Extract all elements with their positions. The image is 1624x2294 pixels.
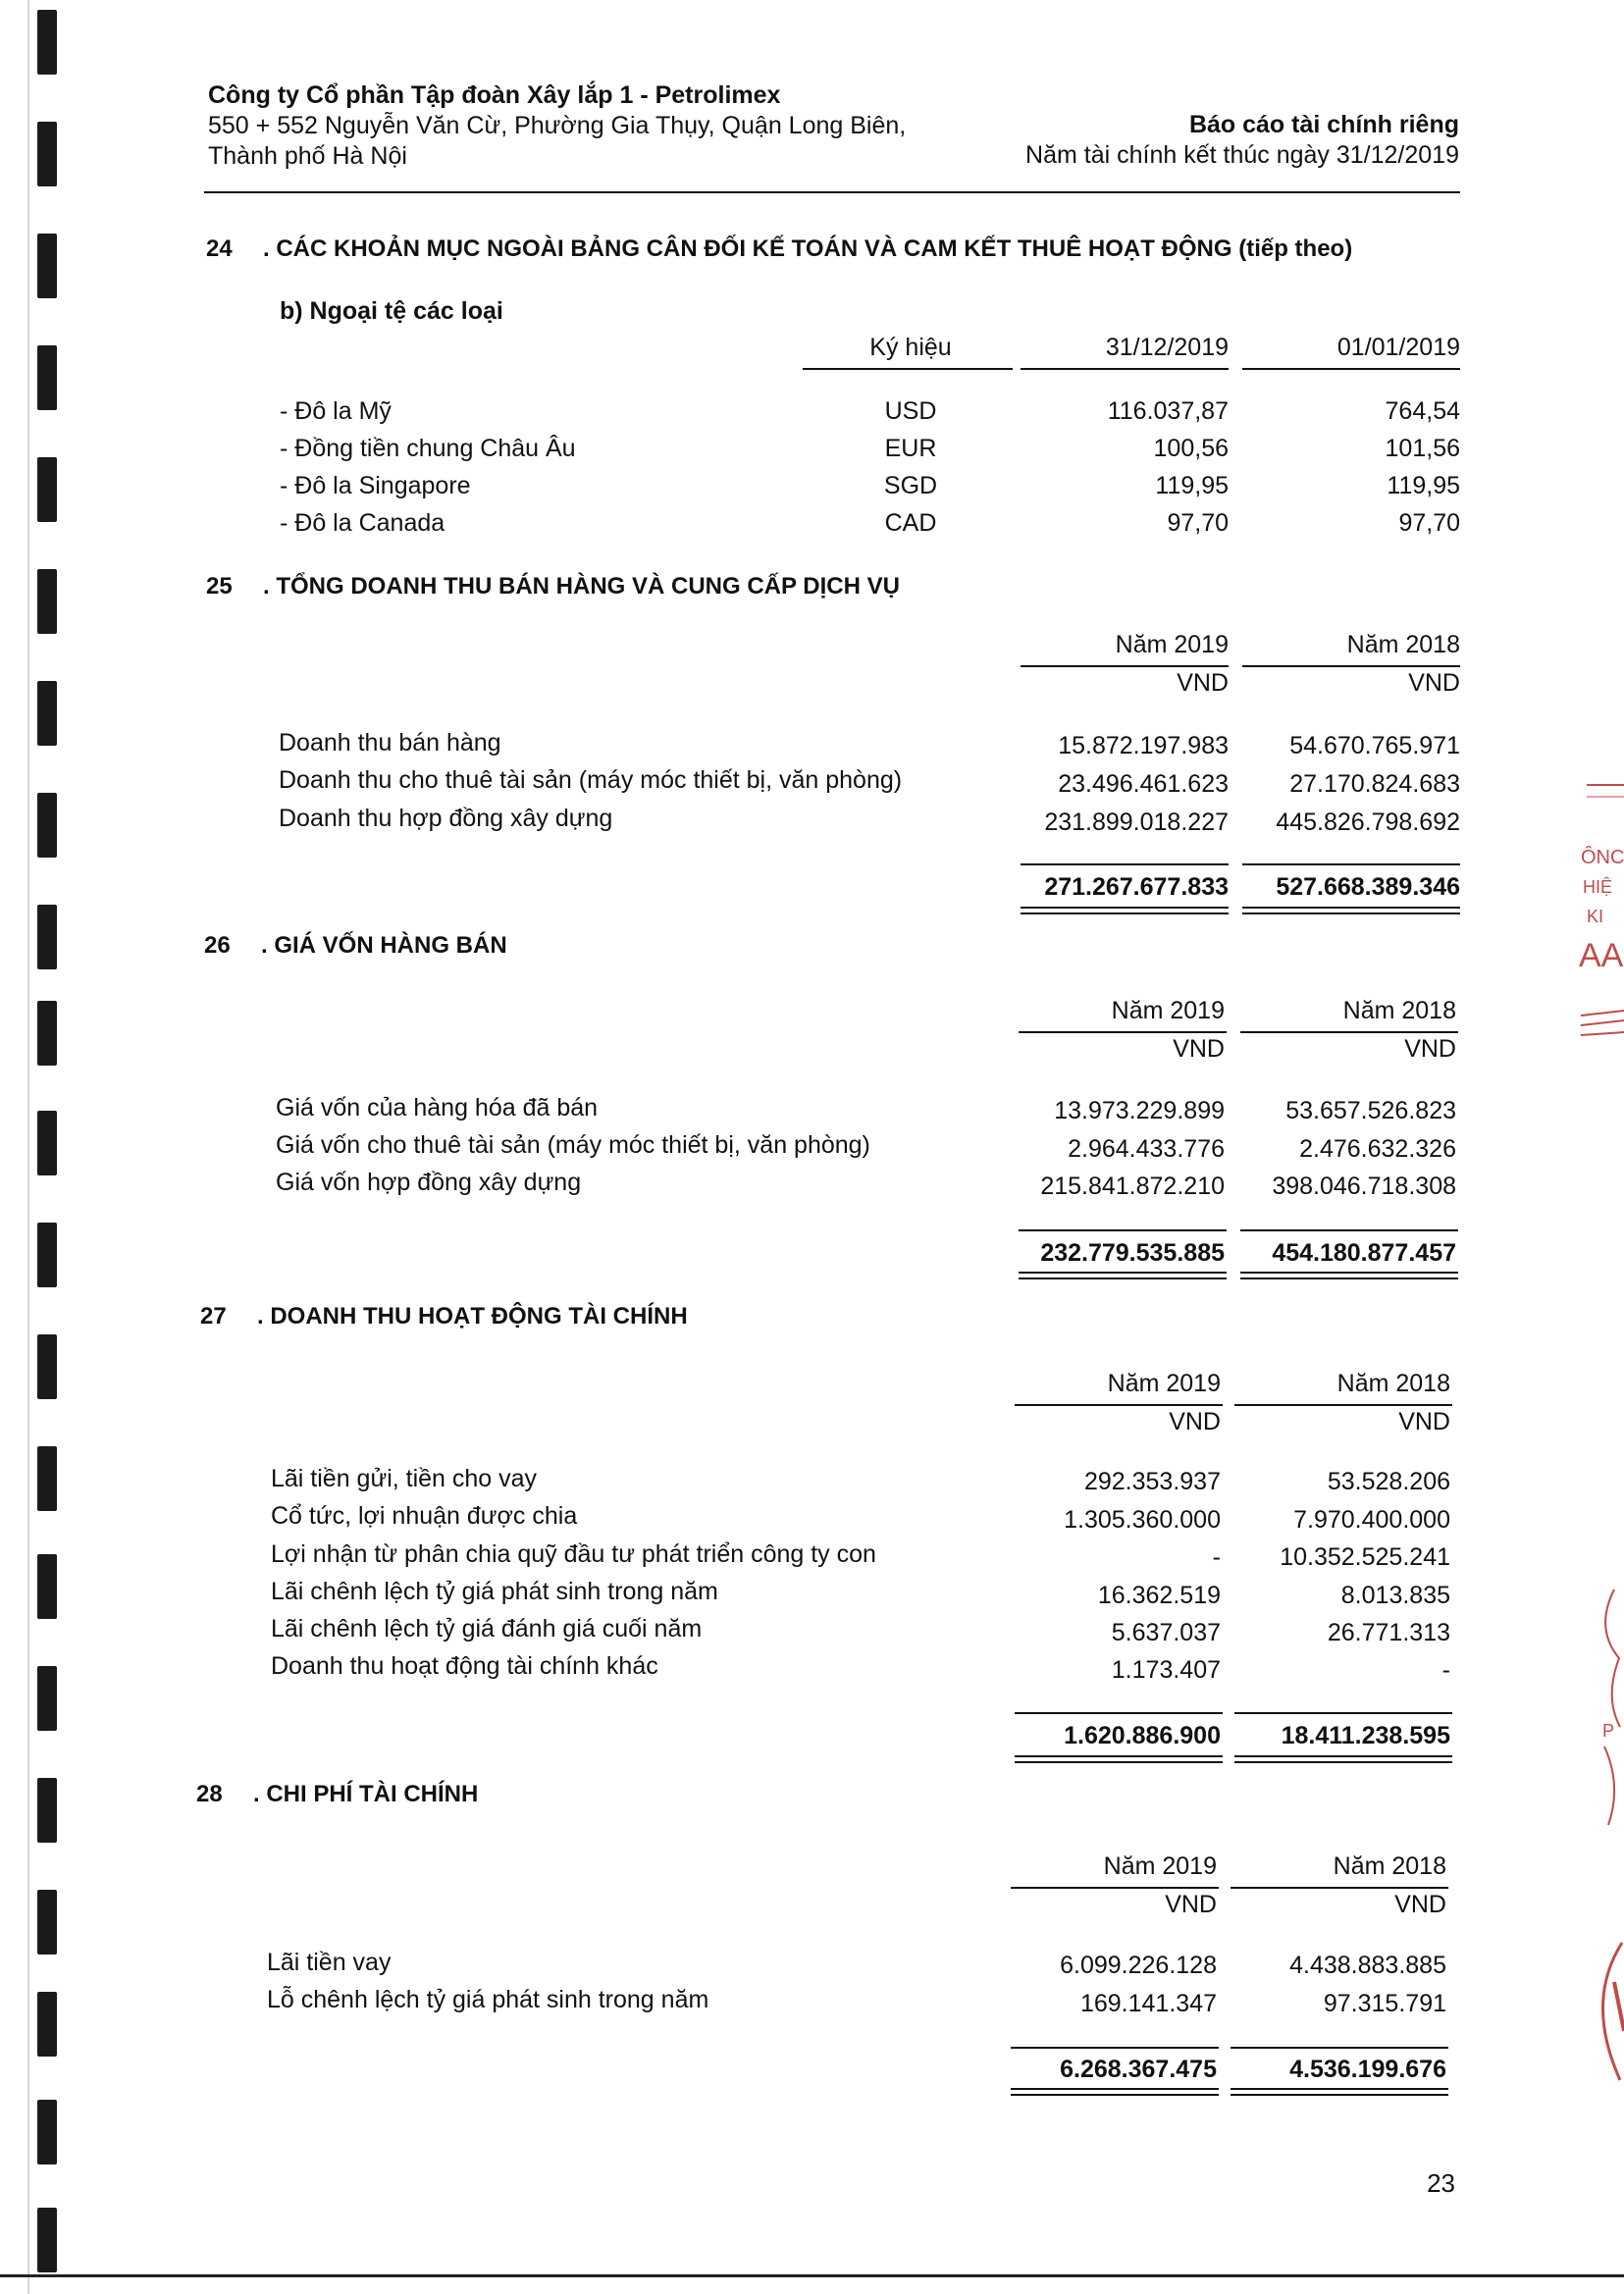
- svg-text:ÔNC: ÔNC: [1581, 847, 1624, 868]
- table-cell-b: 119,95: [1387, 472, 1460, 499]
- table-row-label: - Đô la Canada: [280, 509, 445, 537]
- table-cell-a: 15.872.197.983: [1058, 732, 1229, 759]
- col-rule: [1021, 665, 1229, 667]
- col-rule: [1234, 1404, 1452, 1406]
- table-cell-b: 764,54: [1385, 397, 1460, 425]
- section-title: . CHI PHÍ TÀI CHÍNH: [253, 1781, 479, 1807]
- table-row-symbol: SGD: [883, 472, 938, 499]
- table-cell-b: 53.657.526.823: [1285, 1097, 1456, 1124]
- section-25-heading: [206, 573, 1482, 602]
- col-rule: [1021, 368, 1229, 370]
- table-cell-b: 54.670.765.971: [1289, 732, 1460, 759]
- col-rule: [1242, 665, 1460, 667]
- table-row-label: Lãi chênh lệch tỷ giá phát sinh trong năm: [271, 1578, 718, 1605]
- svg-text:HIỆ: HIỆ: [1583, 877, 1613, 897]
- binding-mark: [37, 345, 57, 410]
- table-cell-a: 16.362.519: [1097, 1582, 1221, 1609]
- total-double-rule: [1242, 912, 1460, 914]
- table-row-label: Lãi tiền vay: [267, 1949, 392, 1976]
- col-rule: [1231, 1887, 1448, 1889]
- col-rule: [1242, 368, 1460, 370]
- total-double-rule: [1240, 1272, 1458, 1274]
- company-address-line2: Thành phố Hà Nội: [208, 142, 407, 170]
- seal-fragment-top: [1577, 775, 1624, 1069]
- col-header-b: Năm 2018: [1333, 1852, 1446, 1880]
- section-26-heading: [204, 932, 1480, 962]
- total-double-rule: [1234, 1755, 1452, 1757]
- section-number: 25: [206, 573, 233, 600]
- table-cell-a: 1.173.407: [1111, 1656, 1221, 1684]
- table-cell-b: 4.438.883.885: [1289, 1952, 1446, 1979]
- table-row-label: - Đồng tiền chung Châu Âu: [280, 435, 576, 462]
- total-b: 527.668.389.346: [1276, 873, 1460, 901]
- total-a: 6.268.367.475: [1060, 2056, 1217, 2083]
- table-cell-b: 97,70: [1398, 509, 1460, 537]
- table-cell-b: 7.970.400.000: [1293, 1506, 1450, 1534]
- table-row-label: Lãi tiền gửi, tiền cho vay: [271, 1465, 538, 1492]
- col-header-b: Năm 2018: [1346, 631, 1460, 658]
- page-bottom-rule: [0, 2274, 1624, 2277]
- binding-mark: [37, 122, 57, 186]
- table-cell-a: 100,56: [1153, 435, 1229, 462]
- col-rule: [1015, 1404, 1223, 1406]
- binding-mark: [37, 234, 57, 298]
- table-row-label: Lỗ chênh lệch tỷ giá phát sinh trong năm: [267, 1986, 709, 2013]
- table-cell-a: -: [1212, 1543, 1221, 1571]
- section-title: . CÁC KHOẢN MỤC NGOÀI BẢNG CÂN ĐỐI KẾ TOÁN VÀ CAM KẾT THUÊ HOẠT ĐỘNG (tiếp theo): [263, 235, 1353, 262]
- company-address-line1: 550 + 552 Nguyễn Văn Cừ, Phường Gia Thụy, Quận Long Biên,: [208, 112, 907, 139]
- header-company-block: [208, 80, 906, 172]
- total-rule: [1011, 2047, 1219, 2049]
- col-header-a: Năm 2019: [1111, 997, 1225, 1024]
- total-rule: [1231, 2047, 1448, 2049]
- table-cell-b: 8.013.835: [1340, 1582, 1450, 1609]
- table-row-symbol: EUR: [884, 435, 937, 462]
- table-row-label: Doanh thu bán hàng: [279, 729, 501, 756]
- unit-a: VND: [1177, 669, 1229, 697]
- binding-mark: [37, 793, 57, 858]
- total-double-rule: [1021, 912, 1229, 914]
- table-cell-a: 116.037,87: [1107, 397, 1229, 425]
- total-double-rule: [1231, 2088, 1448, 2090]
- total-double-rule: [1015, 1755, 1223, 1757]
- col-header-b: Năm 2018: [1342, 997, 1456, 1024]
- table-row-label: Giá vốn cho thuê tài sản (máy móc thiết bị, văn phòng): [276, 1131, 870, 1159]
- report-title: Báo cáo tài chính riêng: [1188, 111, 1459, 138]
- total-rule: [1015, 1712, 1223, 1714]
- binding-strip: [0, 0, 59, 2294]
- signature-stroke: [1585, 1570, 1624, 2127]
- binding-mark: [37, 10, 57, 75]
- total-double-rule: [1015, 1761, 1223, 1763]
- total-a: 1.620.886.900: [1064, 1722, 1221, 1749]
- table-row-symbol: USD: [884, 397, 937, 425]
- binding-mark: [37, 1111, 57, 1175]
- table-cell-b: 53.528.206: [1327, 1468, 1450, 1495]
- section-title: . GIÁ VỐN HÀNG BÁN: [261, 932, 507, 959]
- total-rule: [1242, 863, 1460, 865]
- table-cell-b: 27.170.824.683: [1289, 770, 1460, 798]
- total-a: 232.779.535.885: [1040, 1239, 1225, 1267]
- binding-mark: [37, 1001, 57, 1066]
- binding-mark: [37, 1992, 57, 2057]
- total-double-rule: [1021, 907, 1229, 909]
- binding-mark: [37, 1890, 57, 1955]
- table-cell-a: 231.899.018.227: [1044, 808, 1229, 836]
- table-row-label: - Đô la Singapore: [280, 472, 471, 499]
- table-row-label: Doanh thu hoạt động tài chính khác: [271, 1652, 658, 1680]
- company-name: Công ty Cổ phần Tập đoàn Xây lắp 1 - Petrolimex: [208, 81, 781, 109]
- table-cell-a: 1.305.360.000: [1064, 1506, 1221, 1534]
- binding-mark: [37, 1446, 57, 1511]
- binding-mark: [37, 2208, 57, 2272]
- total-double-rule: [1019, 1272, 1227, 1274]
- total-double-rule: [1234, 1761, 1452, 1763]
- col-rule: [803, 368, 1013, 370]
- unit-a: VND: [1169, 1408, 1221, 1435]
- unit-b: VND: [1398, 1408, 1450, 1435]
- section-number: 28: [196, 1781, 223, 1807]
- svg-text:P: P: [1602, 1721, 1615, 1741]
- seal-fragment-bottom: [1585, 1570, 1624, 2119]
- table-row-label: Doanh thu hợp đồng xây dựng: [279, 805, 613, 832]
- table-cell-a: 2.964.433.776: [1068, 1135, 1225, 1163]
- section-27-heading: [200, 1303, 1476, 1332]
- table-row-label: Giá vốn của hàng hóa đã bán: [276, 1094, 599, 1121]
- section-number: 27: [200, 1303, 227, 1329]
- total-b: 4.536.199.676: [1289, 2056, 1446, 2083]
- col-header-b: Năm 2018: [1336, 1370, 1450, 1397]
- binding-line: [27, 0, 29, 2294]
- binding-mark: [37, 569, 57, 634]
- table-cell-a: 97,70: [1167, 509, 1229, 537]
- total-b: 454.180.877.457: [1272, 1239, 1456, 1267]
- table-cell-b: 101,56: [1385, 435, 1460, 462]
- binding-mark: [37, 1778, 57, 1843]
- svg-text:AA: AA: [1579, 937, 1624, 974]
- total-rule: [1234, 1712, 1452, 1714]
- total-a: 271.267.677.833: [1044, 873, 1229, 901]
- table-cell-a: 5.637.037: [1111, 1619, 1221, 1646]
- header-divider: [204, 191, 1460, 193]
- section-title: . DOANH THU HOẠT ĐỘNG TÀI CHÍNH: [257, 1303, 688, 1329]
- total-double-rule: [1240, 1277, 1458, 1279]
- binding-mark: [37, 1223, 57, 1287]
- table-cell-b: -: [1441, 1656, 1450, 1684]
- unit-b: VND: [1408, 669, 1460, 697]
- total-double-rule: [1011, 2094, 1219, 2096]
- table-row-label: Lợi nhận từ phân chia quỹ đầu tư phát triển công ty con: [271, 1540, 876, 1568]
- section-number: 26: [204, 932, 231, 959]
- section-24-subtitle: b) Ngoại tệ các loại: [280, 297, 503, 325]
- table-cell-a: 13.973.229.899: [1054, 1097, 1225, 1124]
- table-row-label: - Đô la Mỹ: [280, 397, 392, 425]
- total-rule: [1240, 1229, 1458, 1231]
- total-double-rule: [1019, 1277, 1227, 1279]
- table-cell-b: 97.315.791: [1323, 1990, 1446, 2017]
- total-double-rule: [1242, 907, 1460, 909]
- table-cell-a: 119,95: [1155, 472, 1229, 499]
- table-row-symbol: CAD: [884, 509, 937, 537]
- table-cell-a: 215.841.872.210: [1040, 1173, 1225, 1200]
- col-header-a: Năm 2019: [1107, 1370, 1221, 1397]
- col-rule: [1019, 1031, 1227, 1033]
- binding-mark: [37, 1666, 57, 1731]
- section-24-heading: [206, 235, 1482, 265]
- header-report-block: [1025, 110, 1459, 171]
- binding-mark: [37, 905, 57, 969]
- binding-mark: [37, 2100, 57, 2164]
- unit-b: VND: [1394, 1891, 1446, 1918]
- table-cell-b: 10.352.525.241: [1280, 1543, 1450, 1571]
- total-b: 18.411.238.595: [1281, 1722, 1450, 1749]
- table-row-label: Lãi chênh lệch tỷ giá đánh giá cuối năm: [271, 1615, 703, 1642]
- table-cell-b: 398.046.718.308: [1272, 1173, 1456, 1200]
- binding-mark: [37, 681, 57, 746]
- table-cell-b: 2.476.632.326: [1299, 1135, 1456, 1163]
- binding-mark: [37, 457, 57, 522]
- col-header-a: Năm 2019: [1103, 1852, 1217, 1880]
- table-cell-a: 6.099.226.128: [1060, 1952, 1217, 1979]
- table-row-label: Cổ tức, lợi nhuận được chia: [271, 1502, 578, 1530]
- section-title: . TỔNG DOANH THU BÁN HÀNG VÀ CUNG CẤP DỊCH VỤ: [263, 573, 900, 600]
- table-row-label: Doanh thu cho thuê tài sản (máy móc thiết bị, văn phòng): [279, 766, 903, 794]
- unit-a: VND: [1165, 1891, 1217, 1918]
- table-cell-b: 445.826.798.692: [1276, 808, 1460, 836]
- unit-b: VND: [1404, 1035, 1456, 1063]
- col-header-a: Năm 2019: [1115, 631, 1229, 658]
- table-cell-b: 26.771.313: [1327, 1619, 1450, 1646]
- company-seal: [1577, 775, 1624, 1077]
- total-double-rule: [1231, 2094, 1448, 2096]
- table-cell-a: 23.496.461.623: [1058, 770, 1229, 798]
- section-number: 24: [206, 235, 233, 262]
- total-rule: [1021, 863, 1229, 865]
- binding-mark: [37, 1554, 57, 1619]
- fiscal-year: Năm tài chính kết thúc ngày 31/12/2019: [1025, 141, 1459, 169]
- svg-text:KI: KI: [1587, 907, 1604, 926]
- table-row-label: Giá vốn hợp đồng xây dựng: [276, 1169, 582, 1196]
- total-rule: [1019, 1229, 1227, 1231]
- col-rule: [1011, 1887, 1219, 1889]
- col-header-a: 31/12/2019: [1105, 334, 1229, 361]
- table-cell-a: 169.141.347: [1079, 1990, 1217, 2017]
- col-rule: [1240, 1031, 1458, 1033]
- table-cell-a: 292.353.937: [1083, 1468, 1221, 1495]
- col-header-b: 01/01/2019: [1336, 334, 1460, 361]
- page-number: 23: [1427, 2168, 1455, 2198]
- binding-mark: [37, 1334, 57, 1399]
- section-28-heading: [196, 1781, 1472, 1810]
- total-double-rule: [1011, 2088, 1219, 2090]
- unit-a: VND: [1173, 1035, 1225, 1063]
- col-header-symbol: Ký hiệu: [869, 334, 952, 361]
